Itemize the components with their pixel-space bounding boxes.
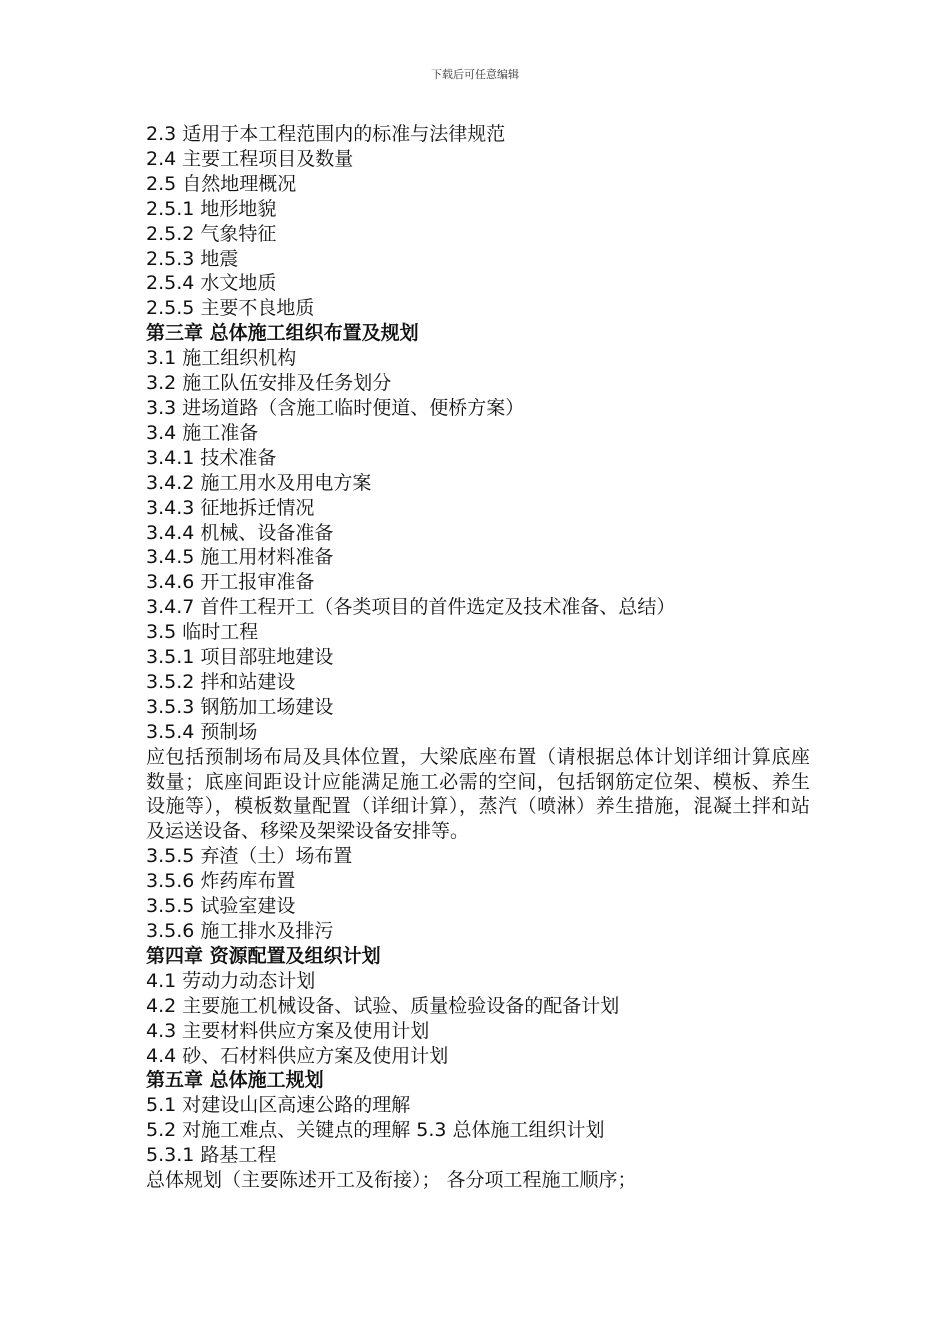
toc-line: 3.4.5 施工用材料准备 [146,546,334,569]
toc-line: 5.2 对施工难点、关键点的理解 5.3 总体施工组织计划 [146,1119,605,1142]
toc-line: 4.1 劳动力动态计划 [146,969,316,992]
toc-line: 3.5.4 预制场 [146,720,258,743]
toc-line: 3.5.6 炸药库布置 [146,870,296,893]
toc-line: 4.4 砂、石材料供应方案及使用计划 [146,1044,449,1067]
toc-line: 3.5 临时工程 [146,621,259,644]
toc-line: 3.1 施工组织机构 [146,347,297,370]
toc-line: 4.2 主要施工机械设备、试验、质量检验设备的配备计划 [146,994,620,1017]
toc-line: 3.5.2 拌和站建设 [146,670,296,693]
toc-line: 3.4.7 首件工程开工（各类项目的首件选定及技术准备、总结） [146,596,676,619]
toc-line: 总体规划（主要陈述开工及衔接）； 各分项工程施工顺序； [146,1169,637,1192]
toc-line: 4.3 主要材料供应方案及使用计划 [146,1019,430,1042]
toc-line: 2.5.4 水文地质 [146,272,277,295]
toc-line: 3.5.1 项目部驻地建设 [146,646,334,669]
toc-line: 3.4.4 机械、设备准备 [146,521,334,544]
toc-line: 2.4 主要工程项目及数量 [146,147,354,170]
toc-line: 3.4.3 征地拆迁情况 [146,496,315,519]
toc-line: 2.3 适用于本工程范围内的标准与法律规范 [146,123,506,145]
toc-line: 3.5.3 钢筋加工场建设 [146,695,334,718]
toc-line: 3.4 施工准备 [146,421,259,444]
toc-line: 2.5.3 地震 [146,247,239,270]
toc-line: 2.5.5 主要不良地质 [146,297,315,320]
toc-line: 5.1 对建设山区高速公路的理解 [146,1094,411,1117]
toc-line: 3.4.6 开工报审准备 [146,571,315,594]
toc-line: 3.4.2 施工用水及用电方案 [146,471,372,494]
toc-line: 3.5.5 试验室建设 [146,895,296,918]
toc-line: 2.5 自然地理概况 [146,172,297,195]
toc-line: 3.4.1 技术准备 [146,446,277,469]
toc-line: 2.5.2 气象特征 [146,222,277,245]
document-body [146,122,810,1193]
toc-line: 3.5.5 弃渣（土）场布置 [146,845,353,868]
page-header-note: 下载后可任意编辑 [431,68,519,81]
toc-line: 3.5.6 施工排水及排污 [146,920,334,942]
toc-line: 5.3.1 路基工程 [146,1144,277,1167]
chapter-heading: 第五章 总体施工规划 [146,1069,324,1092]
chapter-heading: 第三章 总体施工组织布置及规划 [146,322,419,345]
toc-line: 2.5.1 地形地貌 [146,197,277,220]
chapter-heading: 第四章 资源配置及组织计划 [146,944,381,967]
toc-line: 3.2 施工队伍安排及任务划分 [146,372,392,395]
toc-line: 3.3 进场道路（含施工临时便道、便桥方案） [146,396,525,419]
body-paragraph: 应包括预制场布局及具体位置，大梁底座布置（请根据总体计划详细计算底座数量；底座间距设计应能满足施工必需的空间，包括钢筋定位架、模板、养生设施等），模板数量配置（详细计算），蒸汽（喷淋）养生措施，混凝土拌和站及运送设备、移梁及架梁设备安排等。 [146,745,810,843]
